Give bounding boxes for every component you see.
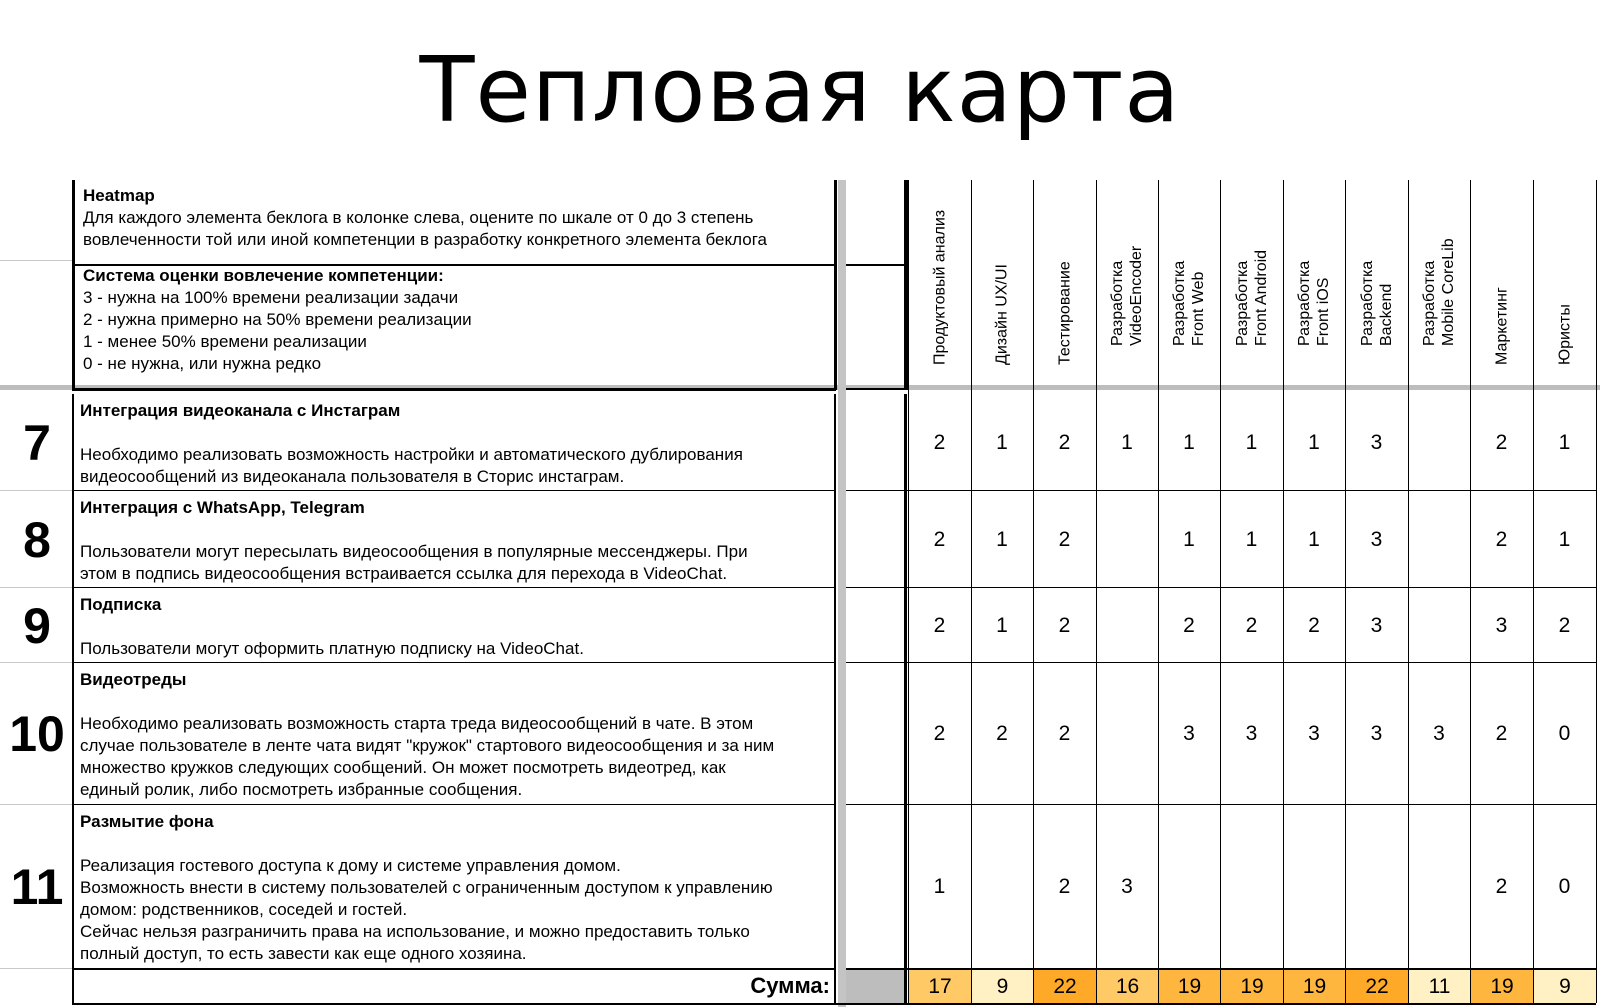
backlog-item-description (80, 669, 830, 801)
sum-cell: 22 (1346, 970, 1408, 1003)
column-divider (1596, 180, 1597, 1003)
score-cell: 2 (1495, 875, 1508, 898)
score-cell (1408, 805, 1470, 969)
score-cell: 1 (1183, 431, 1195, 454)
score-cell: 1 (1558, 431, 1571, 454)
column-header-label (993, 264, 1012, 365)
score-cell: 1 (1558, 528, 1571, 551)
sum-cell: 9 (972, 970, 1033, 1003)
grid-line (72, 394, 74, 1003)
scale-description (83, 265, 818, 375)
sum-cell: 11 (1409, 970, 1470, 1003)
score-cell: 3 (1308, 722, 1320, 745)
score-cell: 2 (1183, 614, 1195, 637)
score-cell: 1 (996, 614, 1008, 637)
grid-line (0, 662, 72, 663)
score-cell (1158, 805, 1220, 969)
score-cell: 2 (1058, 528, 1071, 551)
backlog-item-title: Размытие фона (80, 812, 214, 831)
column-header-line: Юристы (1556, 304, 1573, 365)
backlog-item-description (80, 594, 830, 660)
score-cell (1408, 394, 1470, 491)
score-cell: 2 (933, 614, 946, 637)
column-header-line: Продуктовый анализ (931, 209, 948, 365)
grid-line (0, 968, 72, 969)
grid-line (0, 804, 72, 805)
column-header-label (1170, 261, 1208, 346)
row-number: 9 (23, 597, 51, 654)
score-cell: 2 (933, 431, 946, 454)
grid-line (834, 394, 836, 1003)
column-header (1033, 180, 1096, 392)
grid-line (72, 180, 75, 390)
grid-line (72, 804, 836, 805)
score-cell: 2 (1495, 722, 1508, 745)
column-header-line: Front Web (1190, 271, 1207, 346)
sum-cell: 19 (1284, 970, 1345, 1003)
score-cell: 1 (996, 431, 1008, 454)
sum-label: Сумма: (750, 973, 830, 998)
scale-title: Система оценки вовлечение компетенции: (83, 266, 444, 285)
score-cell: 3 (1370, 722, 1383, 745)
column-header-line: Разработка (1109, 260, 1126, 346)
heatmap-title: Heatmap (83, 186, 155, 205)
score-cell: 2 (1495, 431, 1508, 454)
column-header-line: Дизайн UX/UI (993, 264, 1011, 365)
column-header (908, 180, 971, 392)
score-cell: 3 (1370, 431, 1383, 454)
column-header-line: Разработка (1358, 260, 1376, 346)
sum-cell: 19 (1221, 970, 1283, 1003)
scale-item: 2 - нужна примерно на 50% времени реализации (83, 310, 472, 329)
sum-cell: 17 (909, 970, 971, 1003)
heatmap-text-line: вовлеченности той или иной компетенции в разработку конкретного элемента беклога (83, 230, 767, 249)
column-header-line: VideoEncoder (1128, 245, 1145, 346)
score-cell: 2 (1058, 614, 1071, 637)
backlog-item-text-line: Необходимо реализовать возможность старта треда видеосообщений в чате. В этом (80, 714, 754, 733)
grid-line (72, 490, 836, 491)
backlog-item-text-line: видеосообщений из видеоканала пользователя в Сторис инстаграм. (80, 467, 625, 486)
column-header-label (1055, 261, 1074, 365)
sum-cell: 16 (1097, 970, 1158, 1003)
score-cell: 1 (1183, 528, 1195, 551)
grid-line (846, 264, 908, 266)
score-cell: 2 (1245, 614, 1258, 637)
backlog-item-text-line: Возможность внести в систему пользователей с ограниченным доступом к управлению (80, 878, 773, 897)
backlog-item-text-line: множество кружков следующих сообщений. Он может посмотреть видеотред, как (80, 758, 726, 777)
row-number: 10 (9, 706, 65, 762)
row-number: 7 (23, 414, 51, 471)
column-header-label (1358, 261, 1396, 346)
backlog-item-text-line: единый ролик, либо посмотреть избранные сообщения. (80, 780, 523, 799)
sum-cell: 19 (1471, 970, 1533, 1003)
column-header-line: Разработка (1421, 260, 1438, 346)
column-header-line: Front iOS (1315, 277, 1332, 346)
column-header-label (1295, 261, 1333, 346)
row-number: 8 (23, 511, 51, 568)
column-header-line: Backend (1377, 283, 1395, 346)
column-header-line: Mobile CoreLib (1440, 238, 1457, 346)
column-header (1533, 180, 1596, 392)
row-number: 11 (10, 859, 64, 915)
sum-empty-cell (846, 970, 904, 1003)
backlog-item-text-line: Реализация гостевого доступа к дому и системе управления домом. (80, 856, 621, 875)
score-cell: 3 (1245, 722, 1258, 745)
score-cell: 3 (1370, 528, 1383, 551)
grid-line (0, 587, 72, 588)
score-cell: 2 (1058, 722, 1071, 745)
score-cell: 2 (1308, 614, 1320, 637)
score-cell: 3 (1433, 722, 1445, 745)
backlog-item-text-line: Пользователи могут оформить платную подписку на VideoChat. (80, 639, 584, 658)
grid-line (72, 587, 836, 588)
scale-item: 0 - не нужна, или нужна редко (83, 354, 322, 373)
score-cell: 2 (1058, 431, 1071, 454)
column-header (1408, 180, 1470, 392)
score-cell: 1 (1245, 431, 1258, 454)
backlog-item-description (80, 811, 830, 965)
sum-cell: 19 (1159, 970, 1220, 1003)
backlog-item-text-line: Необходимо реализовать возможность настройки и автоматического дублирования (80, 445, 743, 464)
score-cell: 3 (1370, 614, 1383, 637)
column-header (1158, 180, 1220, 392)
backlog-item-title: Интеграция с WhatsApp, Telegram (80, 498, 365, 517)
grid-line (72, 662, 836, 663)
score-cell: 2 (933, 722, 946, 745)
score-cell: 1 (1308, 528, 1320, 551)
score-cell: 2 (1495, 528, 1508, 551)
backlog-item-description (80, 400, 830, 488)
backlog-item-text-line: полный доступ, то есть завести как еще одного хозяина. (80, 944, 527, 963)
column-header-line: Разработка (1233, 260, 1251, 346)
column-header (971, 180, 1033, 392)
score-cell (1220, 805, 1283, 969)
grid-line (72, 388, 836, 391)
score-cell: 0 (1558, 722, 1571, 745)
grid-line (72, 1003, 1596, 1005)
column-header (1470, 180, 1533, 392)
score-cell: 1 (1245, 528, 1258, 551)
grid-line (904, 394, 907, 1003)
grid-line (834, 180, 837, 390)
grid-line (846, 388, 908, 390)
column-header-label (1108, 246, 1146, 346)
heatmap-text-line: Для каждого элемента беклога в колонке слева, оцените по шкале от 0 до 3 степень (83, 208, 754, 227)
slide-title: Тепловая карта (419, 38, 1181, 143)
column-header-line: Маркетинг (1493, 287, 1510, 365)
backlog-item-text-line: Пользователи могут пересылать видеосообщения в популярные мессенджеры. При (80, 542, 748, 561)
column-header-label (1492, 287, 1511, 365)
backlog-item-title: Видеотреды (80, 670, 187, 689)
column-header-line: Разработка (1171, 260, 1188, 346)
frozen-pane-divider (838, 180, 846, 1007)
score-cell: 2 (1058, 875, 1071, 898)
score-cell (1408, 491, 1470, 588)
heatmap-description (83, 185, 818, 251)
sum-cell: 9 (1534, 970, 1596, 1003)
backlog-item-title: Подписка (80, 595, 162, 614)
score-cell (1283, 805, 1345, 969)
grid-line (0, 260, 72, 261)
score-cell: 1 (1308, 431, 1320, 454)
column-header (1096, 180, 1158, 392)
score-cell: 0 (1558, 875, 1571, 898)
backlog-item-title: Интеграция видеоканала с Инстаграм (80, 401, 401, 420)
score-cell (1096, 491, 1158, 588)
scale-item: 3 - нужна на 100% времени реализации задачи (83, 288, 459, 307)
column-header-label (1555, 304, 1574, 365)
score-cell: 2 (933, 528, 946, 551)
backlog-item-text-line: случае пользователе в ленте чата видят "кружок" стартового видеосообщения и за ним (80, 736, 775, 755)
column-header-label (1233, 250, 1271, 346)
score-cell: 3 (1183, 722, 1195, 745)
score-cell: 1 (996, 528, 1008, 551)
score-cell (1345, 805, 1408, 969)
column-header-line: Front Android (1252, 249, 1270, 346)
score-cell: 2 (1558, 614, 1571, 637)
backlog-item-text-line: Сейчас нельзя разграничить права на использование, и можно предоставить только (80, 922, 750, 941)
score-cell (971, 805, 1033, 969)
grid-line (72, 264, 836, 266)
score-cell: 3 (1121, 875, 1133, 898)
backlog-item-text-line: этом в подпись видеосообщения встраивается ссылка для перехода в VideoChat. (80, 564, 728, 583)
backlog-item-text-line: домом: родственников, соседей и гостей. (80, 900, 408, 919)
column-header-line: Разработка (1296, 260, 1313, 346)
column-header-label (930, 210, 949, 365)
grid-line (0, 490, 72, 491)
score-cell: 1 (933, 875, 946, 898)
column-header (1283, 180, 1345, 392)
score-cell (1096, 663, 1158, 805)
column-header (1220, 180, 1283, 392)
score-cell (1096, 588, 1158, 663)
score-cell: 1 (1121, 431, 1133, 454)
column-header-line: Тестирование (1056, 261, 1073, 365)
backlog-item-description (80, 497, 830, 585)
score-cell: 3 (1495, 614, 1508, 637)
scale-item: 1 - менее 50% времени реализации (83, 332, 367, 351)
column-header (1345, 180, 1408, 392)
sum-cell: 22 (1034, 970, 1096, 1003)
score-cell (1408, 588, 1470, 663)
score-cell: 2 (996, 722, 1008, 745)
column-header-label (1420, 238, 1458, 346)
